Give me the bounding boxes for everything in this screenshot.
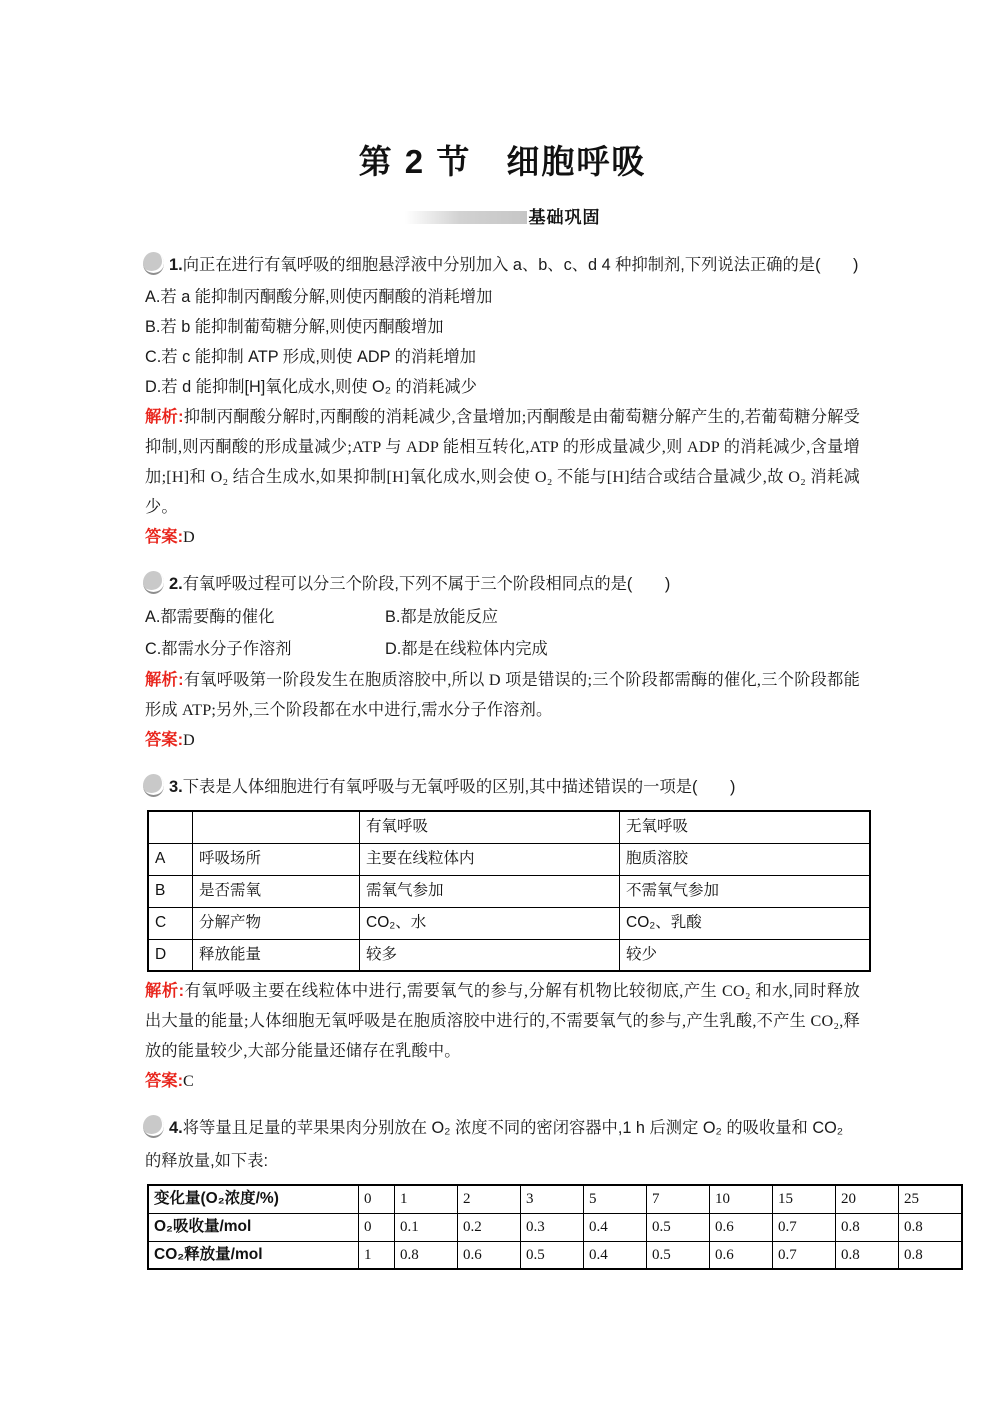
question-1-option-b: B.若 b 能抑制葡萄糖分解,则使丙酮酸增加 [145,318,444,336]
explanation-label: 解析: [145,671,184,689]
question-bullet-icon [143,774,164,797]
question-2-number: 2. [169,575,183,593]
cell-co2-8: 0.8 [836,1241,899,1269]
question-3-answer [145,1066,860,1096]
question-4-text: 将等量且足量的苹果果肉分别放在 O₂ 浓度不同的密闭容器中,1 h 后测定 O₂ 的吸收量和 CO₂ 的释放量,如下表: [145,1119,844,1170]
question-1 [145,249,860,552]
question-2-stem [145,568,860,601]
question-2-answer [145,725,860,755]
cell-co2-1: 0.8 [395,1241,458,1269]
explanation-text: 抑制丙酮酸分解时,丙酮酸的消耗减少,含量增加;丙酮酸是由葡萄糖分解产生的,若葡萄糖分解受抑制,则丙酮酸的形成量减少;ATP 与 ADP 能相互转化,ATP 的形成量减少,则 ADP 的消耗减少,含量增加;[H]和 O₂ 结合生成水,如果抑制[H]氧化成水,则会使 O₂ 不能与[H]结合或结合量减少,故 O₂ 消耗减少。 [145,408,861,516]
row-letter: B [148,875,193,907]
header-cell-blank-2 [193,811,360,843]
question-3-number: 3. [169,778,183,796]
row-attribute: 是否需氧 [193,875,360,907]
explanation-text: 有氧呼吸主要在线粒体中进行,需要氧气的参与,分解有机物比较彻底,产生 CO₂ 和水,同时释放出大量的能量;人体细胞无氧呼吸是在胞质溶胶中进行的,不需要氧气的参与,产生乳酸,不产生 CO₂,释放的能量较少,大部分能量还储存在乳酸中。 [145,982,860,1060]
row-letter: D [148,939,193,971]
cell-co2-7: 0.7 [773,1241,836,1269]
cell-co2-6: 0.6 [710,1241,773,1269]
header-cell-aerobic: 有氧呼吸 [360,811,620,843]
question-bullet-icon [143,1115,164,1138]
answer-value: C [183,1072,194,1090]
question-3-explanation [145,976,860,1066]
question-1-option-a: A.若 a 能抑制丙酮酸分解,则使丙酮酸的消耗增加 [145,288,493,306]
question-3 [145,771,860,1096]
row-attribute: 释放能量 [193,939,360,971]
question-2-option-b: B.都是放能反应 [385,608,499,626]
row-letter: C [148,907,193,939]
cell-concentration-1: 1 [395,1185,458,1213]
section-banner [145,205,860,229]
question-2-option-a: A.都需要酶的催化 [145,608,275,626]
question-bullet-icon [143,571,164,594]
cell-anaerobic: 较少 [620,939,871,971]
cell-aerobic: CO₂、水 [360,907,620,939]
cell-aerobic: 需氧气参加 [360,875,620,907]
question-1-stem [145,249,860,282]
row-attribute: 呼吸场所 [193,843,360,875]
cell-co2-2: 0.6 [458,1241,521,1269]
question-3-stem [145,771,860,804]
question-1-number: 1. [169,256,183,274]
cell-concentration-0: 0 [359,1185,395,1213]
cell-concentration-2: 2 [458,1185,521,1213]
question-4-stem [145,1112,860,1178]
cell-concentration-7: 15 [773,1185,836,1213]
section-banner-label: 基础巩固 [528,207,601,227]
explanation-text: 有氧呼吸第一阶段发生在胞质溶胶中,所以 D 项是错误的;三个阶段都需酶的催化,三个阶段都能形成 ATP;另外,三个阶段都在水中进行,需水分子作溶剂。 [145,671,860,719]
explanation-label: 解析: [145,408,184,426]
question-1-answer [145,522,860,552]
question-4 [145,1112,923,1270]
table-row-co2-release [148,1241,962,1269]
cell-o2-4: 0.4 [584,1213,647,1241]
cell-concentration-8: 20 [836,1185,899,1213]
question-3-text: 下表是人体细胞进行有氧呼吸与无氧呼吸的区别,其中描述错误的一项是( ) [182,778,736,796]
question-4-number: 4. [169,1119,183,1137]
question-bullet-icon [143,252,164,275]
row-label-o2-uptake: O₂吸收量/mol [148,1213,359,1241]
cell-o2-6: 0.6 [710,1213,773,1241]
question-2-explanation [145,665,860,725]
question-2-text: 有氧呼吸过程可以分三个阶段,下列不属于三个阶段相同点的是( ) [182,575,671,593]
table-row-o2-uptake [148,1213,962,1241]
page-content [145,128,923,1274]
oxygen-concentration-data-table [147,1184,963,1270]
cell-o2-3: 0.3 [521,1213,584,1241]
table-row [148,843,870,875]
question-1-text: 向正在进行有氧呼吸的细胞悬浮液中分别加入 a、b、c、d 4 种抑制剂,下列说法正确的是( ) [182,256,859,274]
question-2 [145,568,860,755]
banner-gradient-bar [405,211,527,224]
cell-concentration-4: 5 [584,1185,647,1213]
header-cell-blank-1 [148,811,193,843]
cell-anaerobic: CO₂、乳酸 [620,907,871,939]
cell-o2-1: 0.1 [395,1213,458,1241]
row-label-concentration: 变化量(O₂浓度/%) [148,1185,359,1213]
cell-o2-5: 0.5 [647,1213,710,1241]
answer-label: 答案: [145,1072,183,1090]
cell-o2-0: 0 [359,1213,395,1241]
cell-o2-2: 0.2 [458,1213,521,1241]
cell-co2-3: 0.5 [521,1241,584,1269]
answer-value: D [183,731,195,749]
cell-concentration-9: 25 [899,1185,963,1213]
explanation-label: 解析: [145,982,185,1000]
table-row [148,907,870,939]
cell-aerobic: 较多 [360,939,620,971]
cell-co2-0: 1 [359,1241,395,1269]
cell-anaerobic: 胞质溶胶 [620,843,871,875]
cell-co2-5: 0.5 [647,1241,710,1269]
cell-co2-9: 0.8 [899,1241,963,1269]
question-2-option-c: C.都需水分子作溶剂 [145,640,292,658]
table-row-header [148,811,870,843]
question-2-options-row-2 [145,633,860,665]
question-2-option-d: D.都是在线粒体内完成 [385,640,548,658]
cell-concentration-6: 10 [710,1185,773,1213]
question-1-option-d: D.若 d 能抑制[H]氧化成水,则使 O₂ 的消耗减少 [145,378,477,396]
cell-aerobic: 主要在线粒体内 [360,843,620,875]
header-cell-anaerobic: 无氧呼吸 [620,811,871,843]
respiration-comparison-table [147,810,871,972]
cell-anaerobic: 不需氧气参加 [620,875,871,907]
cell-o2-7: 0.7 [773,1213,836,1241]
answer-label: 答案: [145,528,183,546]
table-row [148,875,870,907]
question-1-option-c: C.若 c 能抑制 ATP 形成,则使 ADP 的消耗增加 [145,348,477,366]
row-attribute: 分解产物 [193,907,360,939]
table-row-concentration [148,1185,962,1213]
page-title: 第 2 节 细胞呼吸 [358,143,647,180]
cell-concentration-5: 7 [647,1185,710,1213]
question-1-explanation [145,402,860,522]
table-row [148,939,870,971]
row-letter: A [148,843,193,875]
cell-concentration-3: 3 [521,1185,584,1213]
cell-o2-8: 0.8 [836,1213,899,1241]
row-label-co2-release: CO₂释放量/mol [148,1241,359,1269]
answer-label: 答案: [145,731,183,749]
question-2-options-row-1 [145,601,860,633]
cell-o2-9: 0.8 [899,1213,963,1241]
answer-value: D [183,528,195,546]
cell-co2-4: 0.4 [584,1241,647,1269]
